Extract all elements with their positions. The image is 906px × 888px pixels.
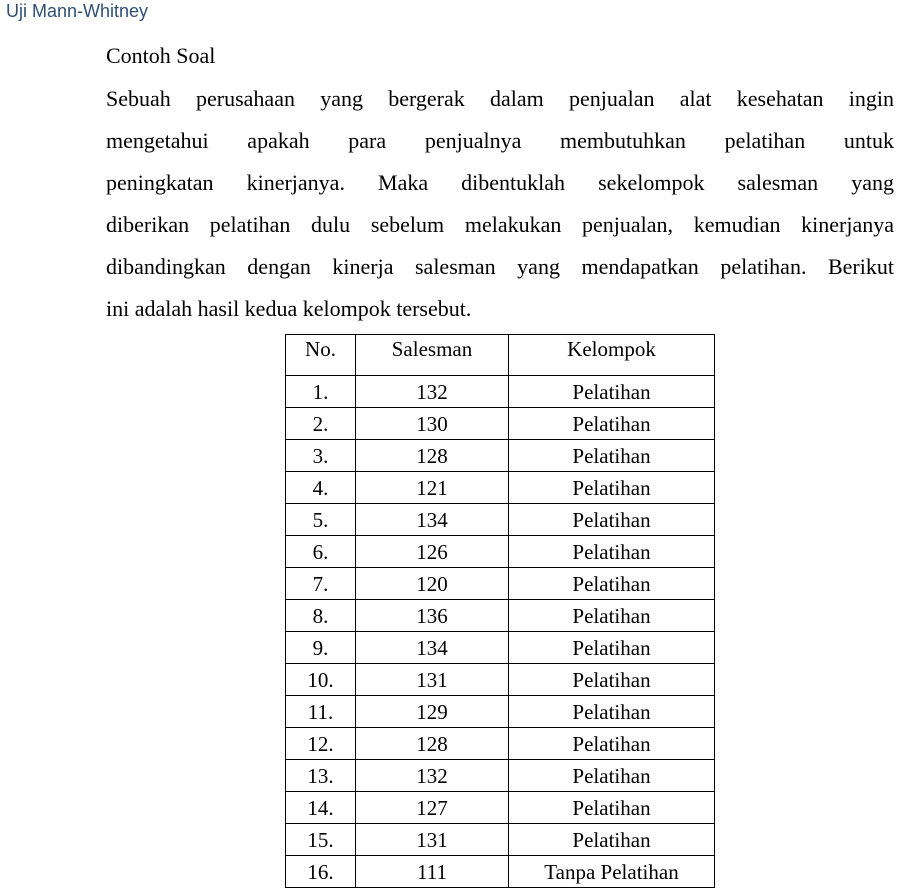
- cell-kelompok: Pelatihan: [509, 728, 715, 760]
- cell-kelompok: Pelatihan: [509, 664, 715, 696]
- table-row: [286, 504, 715, 536]
- cell-salesman: 128: [356, 440, 509, 472]
- cell-salesman: 128: [356, 728, 509, 760]
- table-row: [286, 600, 715, 632]
- cell-salesman: 134: [356, 632, 509, 664]
- cell-salesman: 126: [356, 536, 509, 568]
- cell-salesman: 132: [356, 376, 509, 408]
- paragraph-line: ini adalah hasil kedua kelompok tersebut.: [106, 296, 472, 321]
- cell-kelompok: Pelatihan: [509, 696, 715, 728]
- paragraph-line: peningkatan kinerjanya. Maka dibentuklah sekelompok salesman yang: [106, 170, 894, 195]
- cell-salesman: 129: [356, 696, 509, 728]
- cell-no: 11.: [286, 696, 356, 728]
- table-row: [286, 856, 715, 888]
- cell-no: 8.: [286, 600, 356, 632]
- cell-no: 2.: [286, 408, 356, 440]
- cell-salesman: 121: [356, 472, 509, 504]
- cell-kelompok: Pelatihan: [509, 792, 715, 824]
- cell-kelompok: Pelatihan: [509, 376, 715, 408]
- cell-salesman: 111: [356, 856, 509, 888]
- cell-kelompok: Pelatihan: [509, 824, 715, 856]
- cell-no: 7.: [286, 568, 356, 600]
- cell-salesman: 134: [356, 504, 509, 536]
- table-row: [286, 792, 715, 824]
- table-row: [286, 568, 715, 600]
- cell-salesman: 131: [356, 664, 509, 696]
- table-row: [286, 536, 715, 568]
- paragraph-line: Sebuah perusahaan yang bergerak dalam penjualan alat kesehatan ingin: [106, 86, 894, 111]
- table-header-row: [286, 335, 715, 376]
- salesman-data-table: [285, 334, 715, 888]
- cell-no: 16.: [286, 856, 356, 888]
- cell-no: 1.: [286, 376, 356, 408]
- problem-paragraph: [106, 79, 894, 331]
- column-header-salesman: Salesman: [356, 335, 509, 376]
- cell-kelompok: Pelatihan: [509, 440, 715, 472]
- cell-no: 5.: [286, 504, 356, 536]
- cell-no: 3.: [286, 440, 356, 472]
- column-header-no: No.: [286, 335, 356, 376]
- table-row: [286, 728, 715, 760]
- document-header-title: Uji Mann-Whitney: [6, 1, 149, 21]
- cell-salesman: 120: [356, 568, 509, 600]
- cell-kelompok: Pelatihan: [509, 632, 715, 664]
- cell-salesman: 127: [356, 792, 509, 824]
- table-row: [286, 472, 715, 504]
- column-header-kelompok: Kelompok: [509, 335, 715, 376]
- cell-kelompok: Pelatihan: [509, 760, 715, 792]
- cell-kelompok: Pelatihan: [509, 472, 715, 504]
- cell-kelompok: Pelatihan: [509, 536, 715, 568]
- cell-salesman: 131: [356, 824, 509, 856]
- cell-salesman: 130: [356, 408, 509, 440]
- cell-kelompok: Pelatihan: [509, 504, 715, 536]
- cell-no: 4.: [286, 472, 356, 504]
- cell-no: 13.: [286, 760, 356, 792]
- table-row: [286, 664, 715, 696]
- table-row: [286, 632, 715, 664]
- section-heading: Contoh Soal: [106, 43, 216, 68]
- table-row: [286, 824, 715, 856]
- paragraph-line: diberikan pelatihan dulu sebelum melakukan penjualan, kemudian kinerjanya: [106, 212, 894, 237]
- table-row: [286, 760, 715, 792]
- cell-kelompok: Pelatihan: [509, 568, 715, 600]
- cell-kelompok: Tanpa Pelatihan: [509, 856, 715, 888]
- cell-no: 9.: [286, 632, 356, 664]
- table-row: [286, 376, 715, 408]
- paragraph-line: mengetahui apakah para penjualnya membutuhkan pelatihan untuk: [106, 128, 894, 153]
- cell-no: 10.: [286, 664, 356, 696]
- table-row: [286, 696, 715, 728]
- cell-salesman: 136: [356, 600, 509, 632]
- cell-salesman: 132: [356, 760, 509, 792]
- cell-kelompok: Pelatihan: [509, 600, 715, 632]
- cell-no: 14.: [286, 792, 356, 824]
- cell-kelompok: Pelatihan: [509, 408, 715, 440]
- cell-no: 12.: [286, 728, 356, 760]
- paragraph-line: dibandingkan dengan kinerja salesman yang mendapatkan pelatihan. Berikut: [106, 254, 894, 279]
- table-row: [286, 408, 715, 440]
- table-row: [286, 440, 715, 472]
- cell-no: 6.: [286, 536, 356, 568]
- cell-no: 15.: [286, 824, 356, 856]
- table-body: [286, 376, 715, 888]
